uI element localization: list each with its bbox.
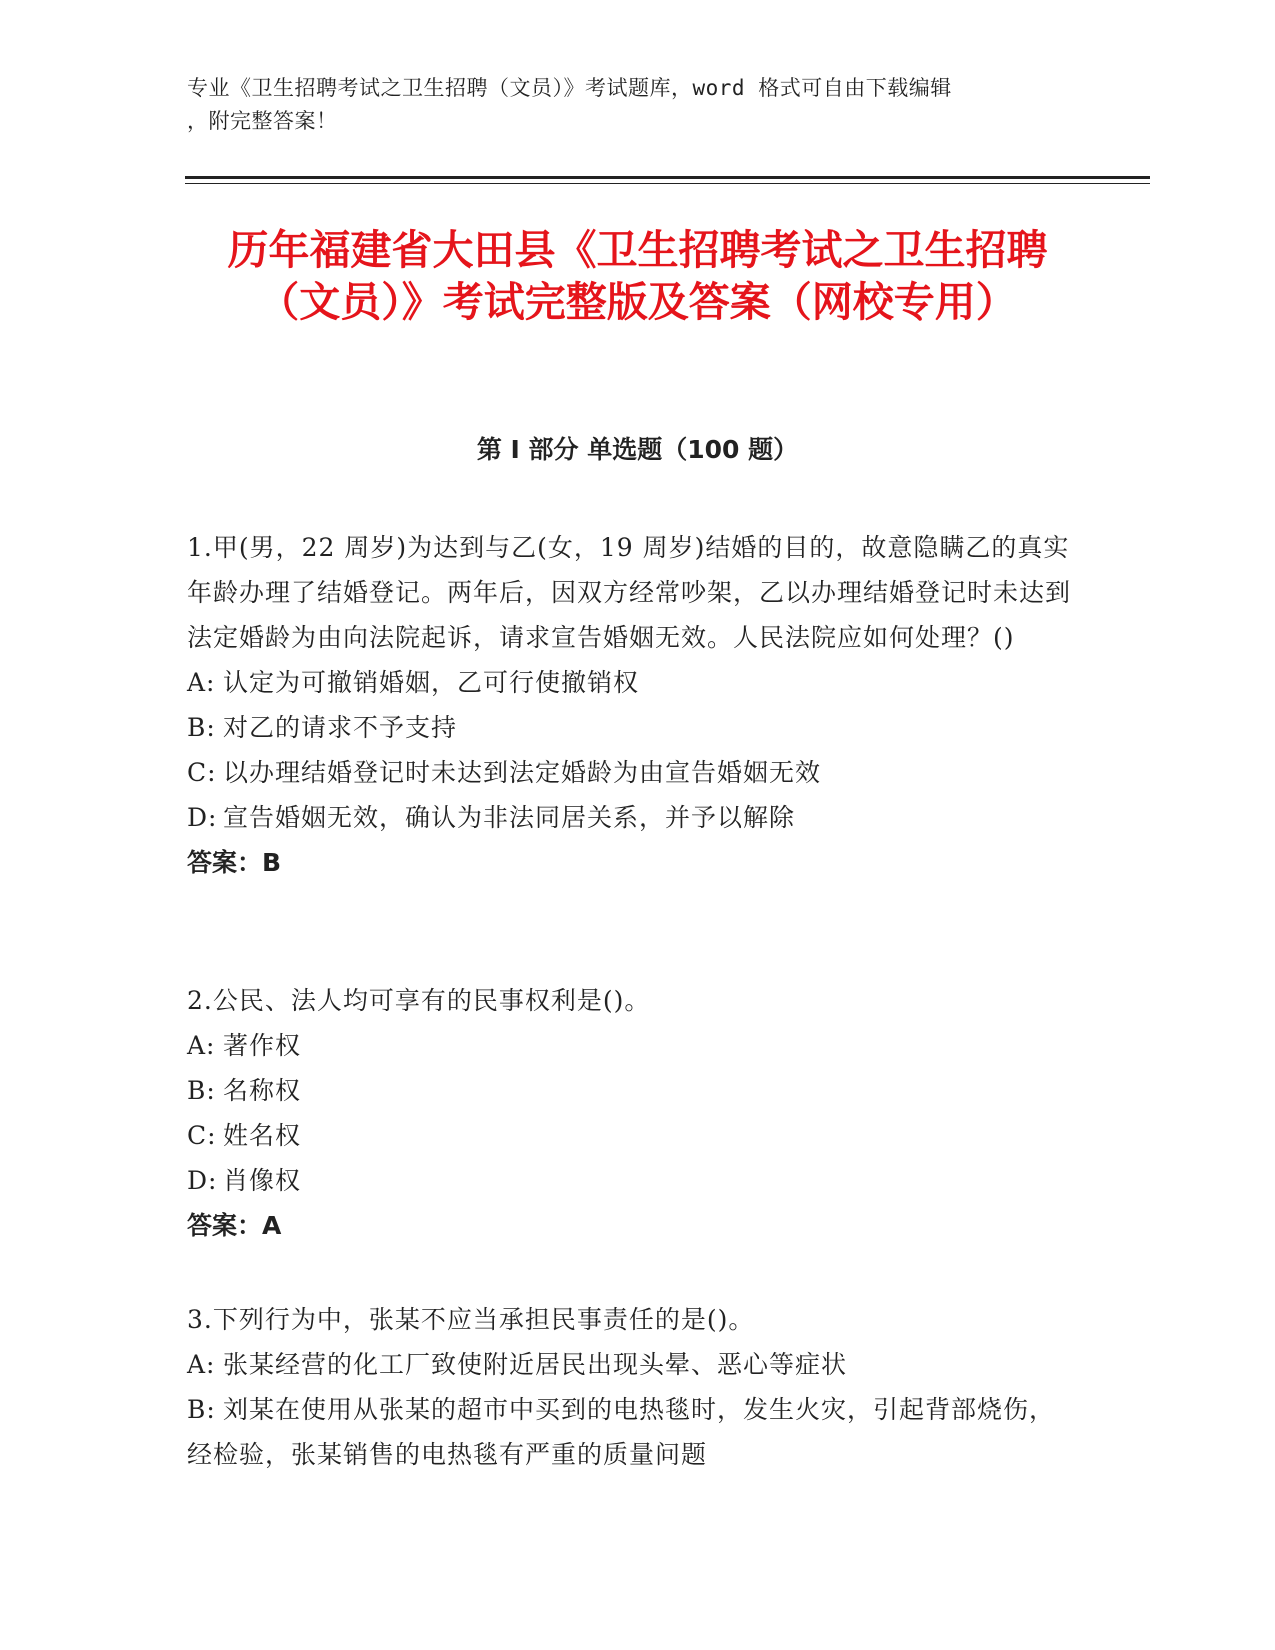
option-label: B: (187, 1395, 216, 1424)
header-divider-thin (185, 183, 1150, 184)
header-divider-thick (185, 176, 1150, 179)
option-b (187, 1068, 1077, 1113)
option-c (187, 750, 1077, 795)
option-label: A: (187, 1031, 216, 1060)
question-text: 3.下列行为中，张某不应当承担民事责任的是()。 (187, 1305, 755, 1334)
option-d (187, 1158, 1077, 1203)
question-3 (187, 1297, 1077, 1477)
option-a (187, 1342, 1077, 1387)
option-a (187, 1023, 1077, 1068)
option-text: 对乙的请求不予支持 (223, 713, 458, 742)
option-b (187, 1387, 1077, 1477)
option-a (187, 660, 1077, 705)
option-text: 姓名权 (223, 1121, 302, 1150)
answer: 答案：B (187, 848, 282, 877)
option-text: 以办理结婚登记时未达到法定婚龄为由宣告婚姻无效 (223, 758, 822, 787)
option-label: D: (187, 803, 218, 832)
option-label: B: (187, 1076, 216, 1105)
header-note-line-1: 专业《卫生招聘考试之卫生招聘（文员）》考试题库，word 格式可自由下载编辑 (187, 76, 952, 100)
option-label: C: (187, 758, 217, 787)
option-label: A: (187, 668, 216, 697)
option-text: 认定为可撤销婚姻，乙可行使撤销权 (223, 668, 640, 697)
question-1 (187, 525, 1077, 885)
option-b (187, 705, 1077, 750)
option-text: 肖像权 (223, 1166, 302, 1195)
document-title: 历年福建省大田县《卫生招聘考试之卫生招聘（文员）》考试完整版及答案（网校专用） (227, 226, 1048, 326)
option-label: B: (187, 713, 216, 742)
option-text: 著作权 (223, 1031, 302, 1060)
header-note (187, 72, 1067, 138)
option-c (187, 1113, 1077, 1158)
section-heading: 第 I 部分 单选题（100 题） (476, 435, 799, 464)
option-text: 刘某在使用从张某的超市中买到的电热毯时，发生火灾，引起背部烧伤，经检验，张某销售的电热毯有严重的质量问题 (187, 1395, 1056, 1469)
question-text: 2.公民、法人均可享有的民事权利是()。 (187, 986, 651, 1015)
option-label: D: (187, 1166, 218, 1195)
option-text: 张某经营的化工厂致使附近居民出现头晕、恶心等症状 (223, 1350, 848, 1379)
answer: 答案：A (187, 1211, 282, 1240)
header-note-line-2: ，附完整答案！ (187, 109, 338, 133)
option-label: A: (187, 1350, 216, 1379)
option-text: 名称权 (223, 1076, 302, 1105)
option-label: C: (187, 1121, 217, 1150)
question-text: 1.甲(男，22 周岁)为达到与乙(女，19 周岁)结婚的目的，故意隐瞒乙的真实年龄办理了结婚登记。两年后，因双方经常吵架，乙以办理结婚登记时未达到法定婚龄为由向法院起诉，请求宣告婚姻无效。人民法院应如何处理？() (187, 533, 1072, 652)
option-d (187, 795, 1077, 840)
option-text: 宣告婚姻无效，确认为非法同居关系，并予以解除 (223, 803, 796, 832)
question-2 (187, 978, 1077, 1248)
